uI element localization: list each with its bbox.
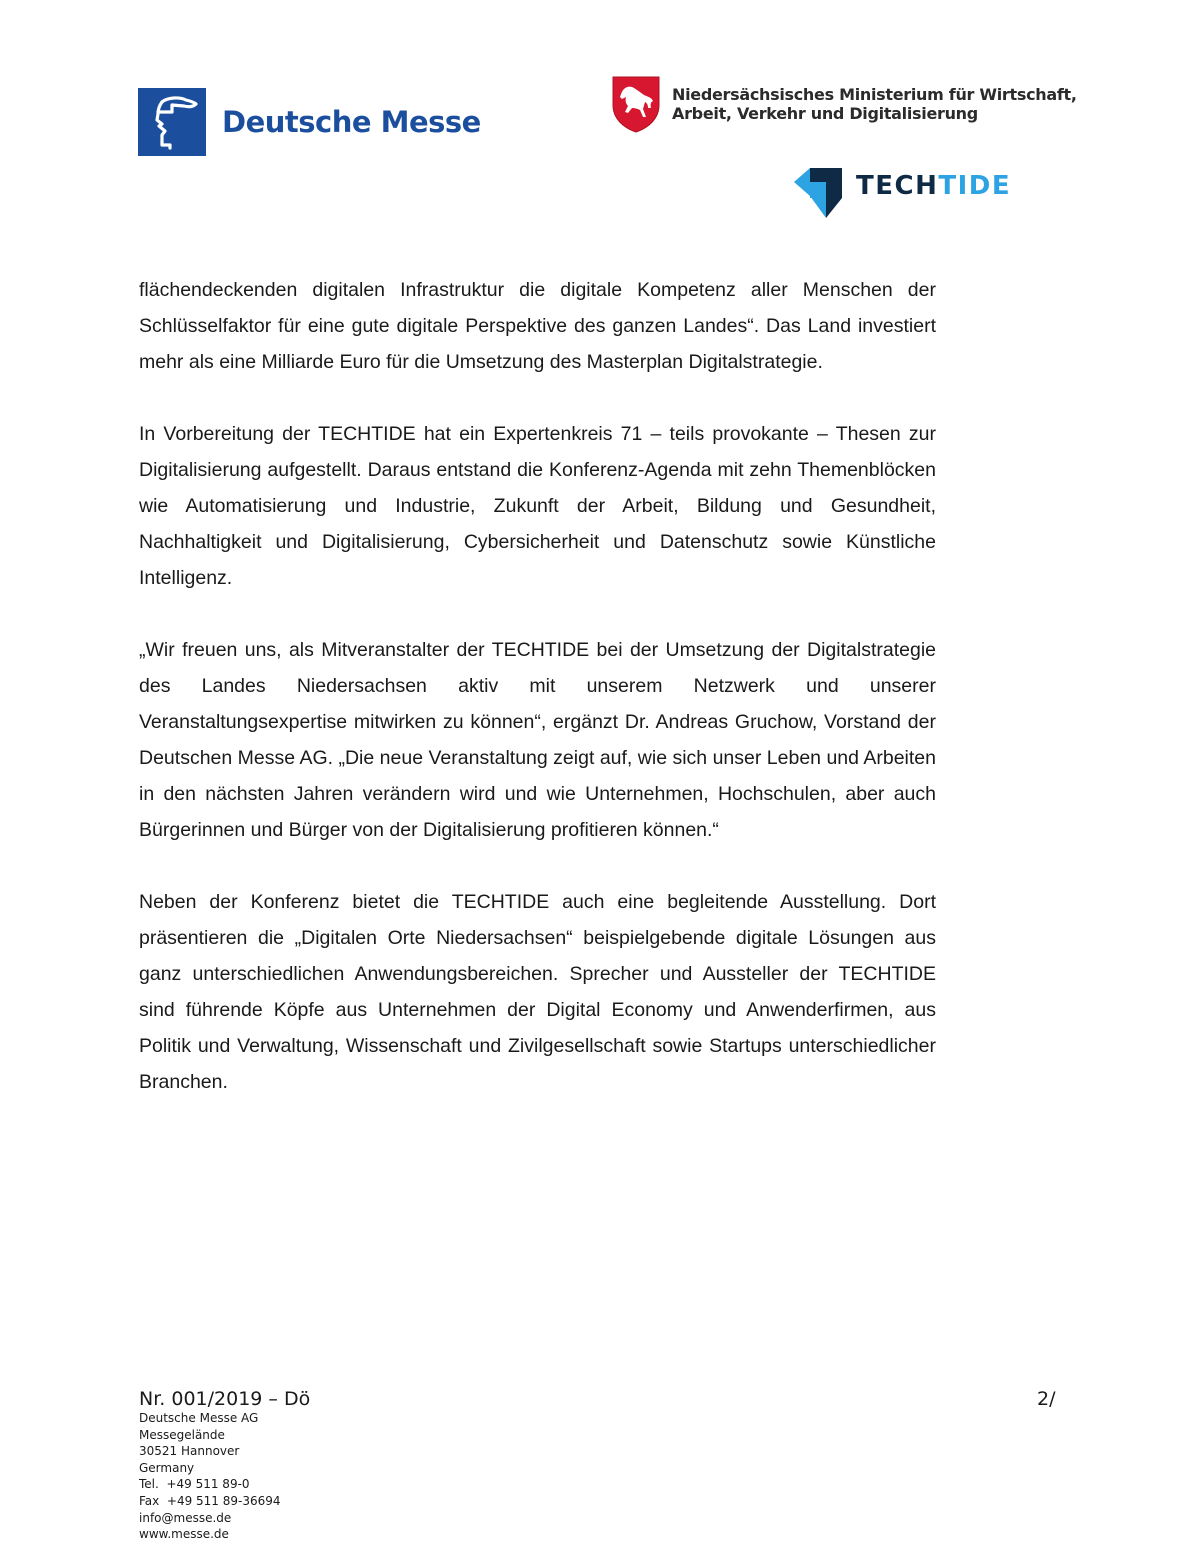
paragraph: Neben der Konferenz bietet die TECHTIDE auch eine begleitende Ausstellung. Dort präsentieren die „Digitalen Orte Niedersachsen“ beispielgebende digitale Lösungen aus ganz unterschiedlichen Anwendungsbereichen. Sprecher und Aussteller der TECHTIDE sind führende Köpfe aus Unternehmen der Digital Economy und Anwenderfirmen, aus Politik und Verwaltung, Wissenschaft und Zivilgesellschaft sowie Startups unterschiedlicher Branchen. <box>139 891 936 1093</box>
paragraph: In Vorbereitung der TECHTIDE hat ein Expertenkreis 71 – teils provokante – Thesen zur Digitalisierung aufgestellt. Daraus entstand die Konferenz-Agenda mit zehn Themenblöcken wie Automatisierung und Industrie, Zukunft der Arbeit, Bildung und Gesundheit, Nachhaltigkeit und Digitalisierung, Cybersicherheit und Datenschutz sowie Künstliche Intelligenz. <box>139 423 936 589</box>
address-company: Deutsche Messe AG <box>139 1411 259 1425</box>
page-number: 2/ <box>1037 1388 1056 1410</box>
techtide-logo <box>794 166 1011 218</box>
techtide-arrow-icon <box>794 166 846 218</box>
head-profile-icon <box>138 88 206 156</box>
ministry-name-line2: Arbeit, Verkehr und Digitalisierung <box>672 104 978 123</box>
ministry-name <box>672 85 1077 123</box>
company-address <box>139 1410 281 1543</box>
techtide-wordmark <box>856 171 1011 201</box>
techtide-wordmark-tide: TIDE <box>938 171 1012 201</box>
address-tel: Tel. +49 511 89-0 <box>139 1477 250 1492</box>
address-city: 30521 Hannover <box>139 1444 240 1459</box>
press-release-body <box>139 272 936 1136</box>
paragraph: flächendeckenden digitalen Infrastruktur die digitale Kompetenz aller Menschen der Schlüsselfaktor für eine gute digitale Perspektive des ganzen Landes“. Das Land investiert mehr als eine Milliarde Euro für die Umsetzung des Masterplan Digitalstrategie. <box>139 279 936 373</box>
deutsche-messe-logo <box>138 88 481 156</box>
address-fax: Fax +49 511 89-36694 <box>139 1493 281 1508</box>
press-release-number: Nr. 001/2019 – Dö <box>139 1388 311 1410</box>
deutsche-messe-wordmark: Deutsche Messe <box>222 105 481 139</box>
address-email: info@messe.de <box>139 1510 232 1525</box>
techtide-wordmark-tech: TECH <box>856 171 939 201</box>
ministry-logo <box>610 75 1077 133</box>
paragraph: „Wir freuen uns, als Mitveranstalter der TECHTIDE bei der Umsetzung der Digitalstrategie des Landes Niedersachsen aktiv mit unserem Netzwerk und unserer Veranstaltungsexpertise mitwirken zu können“, ergänzt Dr. Andreas Gruchow, Vorstand der Deutschen Messe AG. „Die neue Veranstaltung zeigt auf, wie sich unser Leben und Arbeiten in den nächsten Jahren verändern wird und wie Unternehmen, Hochschulen, aber auch Bürgerinnen und Bürger von der Digitalisierung profitieren können.“ <box>139 639 936 841</box>
lower-saxony-horse-shield-icon <box>610 75 662 133</box>
address-web: www.messe.de <box>139 1527 229 1542</box>
ministry-name-line1: Niedersächsisches Ministerium für Wirtschaft, <box>672 85 1077 104</box>
address-street: Messegelände <box>139 1427 225 1442</box>
address-country: Germany <box>139 1460 195 1475</box>
